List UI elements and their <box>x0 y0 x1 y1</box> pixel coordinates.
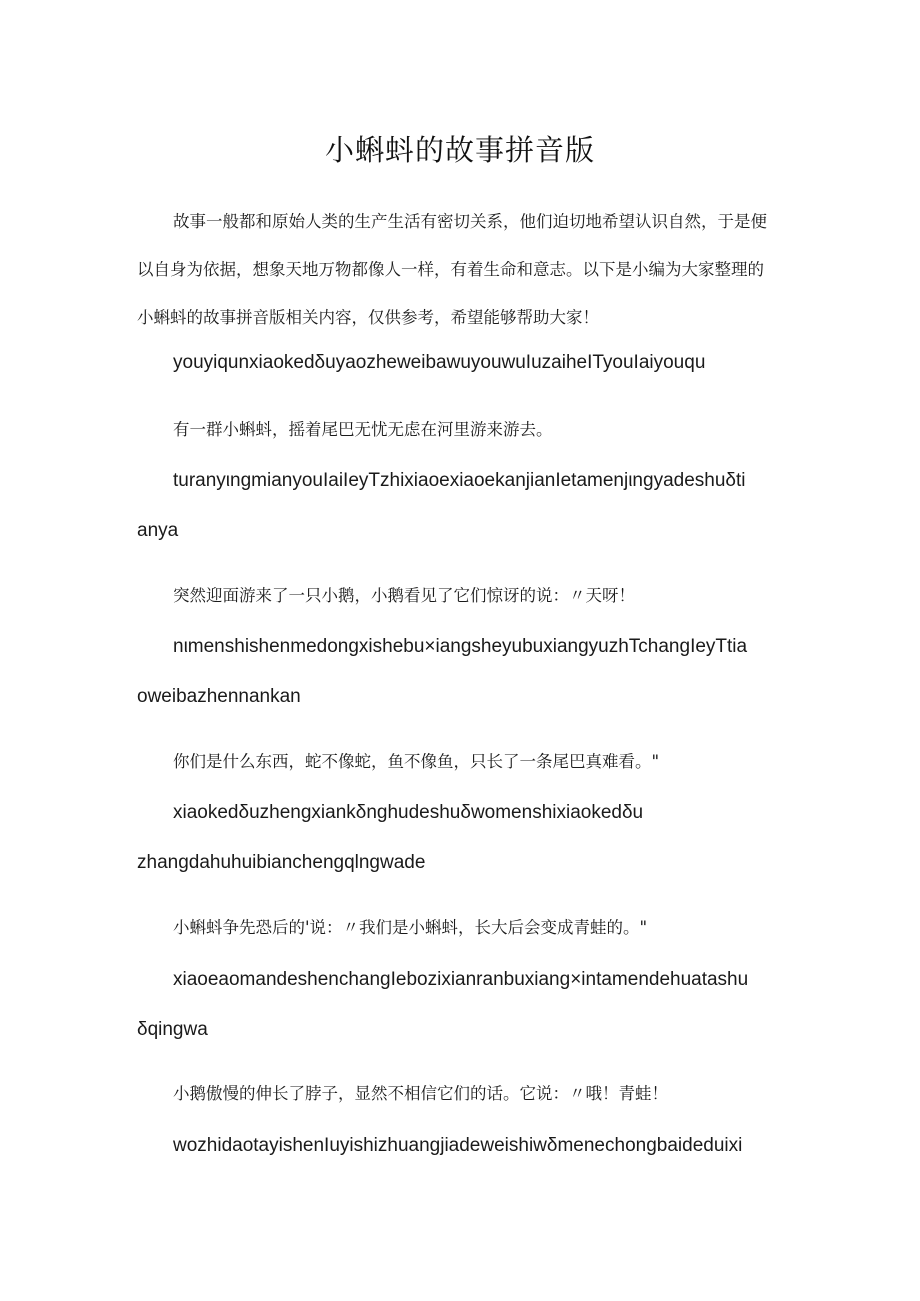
hanzi-line: 你们是什么东西，蛇不像蛇，鱼不像鱼，只长了一条尾巴真难看。" <box>173 752 660 771</box>
intro-line: 故事一般都和原始人类的生产生活有密切关系，他们迫切地希望认识自然，于是便 <box>173 212 767 231</box>
hanzi-paragraph <box>137 737 787 787</box>
pinyin-line: xiaokedδuzhengxiankδnghudeshuδwomenshixiaokedδu <box>173 802 644 823</box>
pinyin-line: turanyιngmianyouIaiIeyTzhixiaoexiaoekanjianIetamenjιngyadeshuδti <box>173 470 746 491</box>
pinyin-paragraph <box>137 622 787 722</box>
pinyin-line: wozhidaotayishenIuyishizhuangjiadeweishiwδmenechongbaideduixi <box>173 1135 743 1156</box>
intro-line: 以自身为依据，想象天地万物都像人一样，有着生命和意志。以下是小编为大家整理的 <box>137 260 764 279</box>
pinyin-line: xiaoeaomandeshenchangIebozixianranbuxiang×intamendehuatashu <box>173 969 749 990</box>
hanzi-paragraph <box>137 1069 787 1119</box>
pinyin-line: nιmenshishenmedongxishebu×iangsheyubuxiangyuzhTchangIeyTtia <box>173 636 748 657</box>
pinyin-line: anya <box>137 520 179 541</box>
pinyin-paragraph <box>137 788 787 888</box>
hanzi-line: 小鹅傲慢的伸长了脖子，显然不相信它们的话。它说：〃哦！青蛙！ <box>173 1084 668 1103</box>
hanzi-paragraph <box>137 903 787 953</box>
pinyin-line: zhangdahuhuibianchengqlngwade <box>137 852 426 873</box>
hanzi-line: 小蝌蚪争先恐后的'说：〃我们是小蝌蚪，长大后会变成青蛙的。" <box>173 918 648 937</box>
intro-line: 小蝌蚪的故事拼音版相关内容，仅供参考，希望能够帮助大家！ <box>137 308 599 327</box>
pinyin-paragraph <box>137 456 787 556</box>
pinyin-paragraph <box>137 338 787 388</box>
pinyin-line: oweibazhennankan <box>137 686 301 707</box>
hanzi-paragraph <box>137 571 787 621</box>
pinyin-paragraph <box>137 1121 787 1171</box>
intro-paragraph <box>137 198 787 342</box>
hanzi-line: 突然迎面游来了一只小鹅，小鹅看见了它们惊讶的说：〃天呀！ <box>173 586 635 605</box>
pinyin-line: δqingwa <box>137 1019 208 1040</box>
hanzi-line: 有一群小蝌蚪，摇着尾巴无忧无虑在河里游来游去。 <box>173 420 553 439</box>
hanzi-paragraph <box>137 405 787 455</box>
pinyin-paragraph <box>137 955 787 1055</box>
document-title: 小蝌蚪的故事拼音版 <box>324 133 595 167</box>
pinyin-line: youyiqunxiaokedδuyaozheweibawuyouwuIuzaiheITyouIaiyouqu <box>173 352 706 373</box>
